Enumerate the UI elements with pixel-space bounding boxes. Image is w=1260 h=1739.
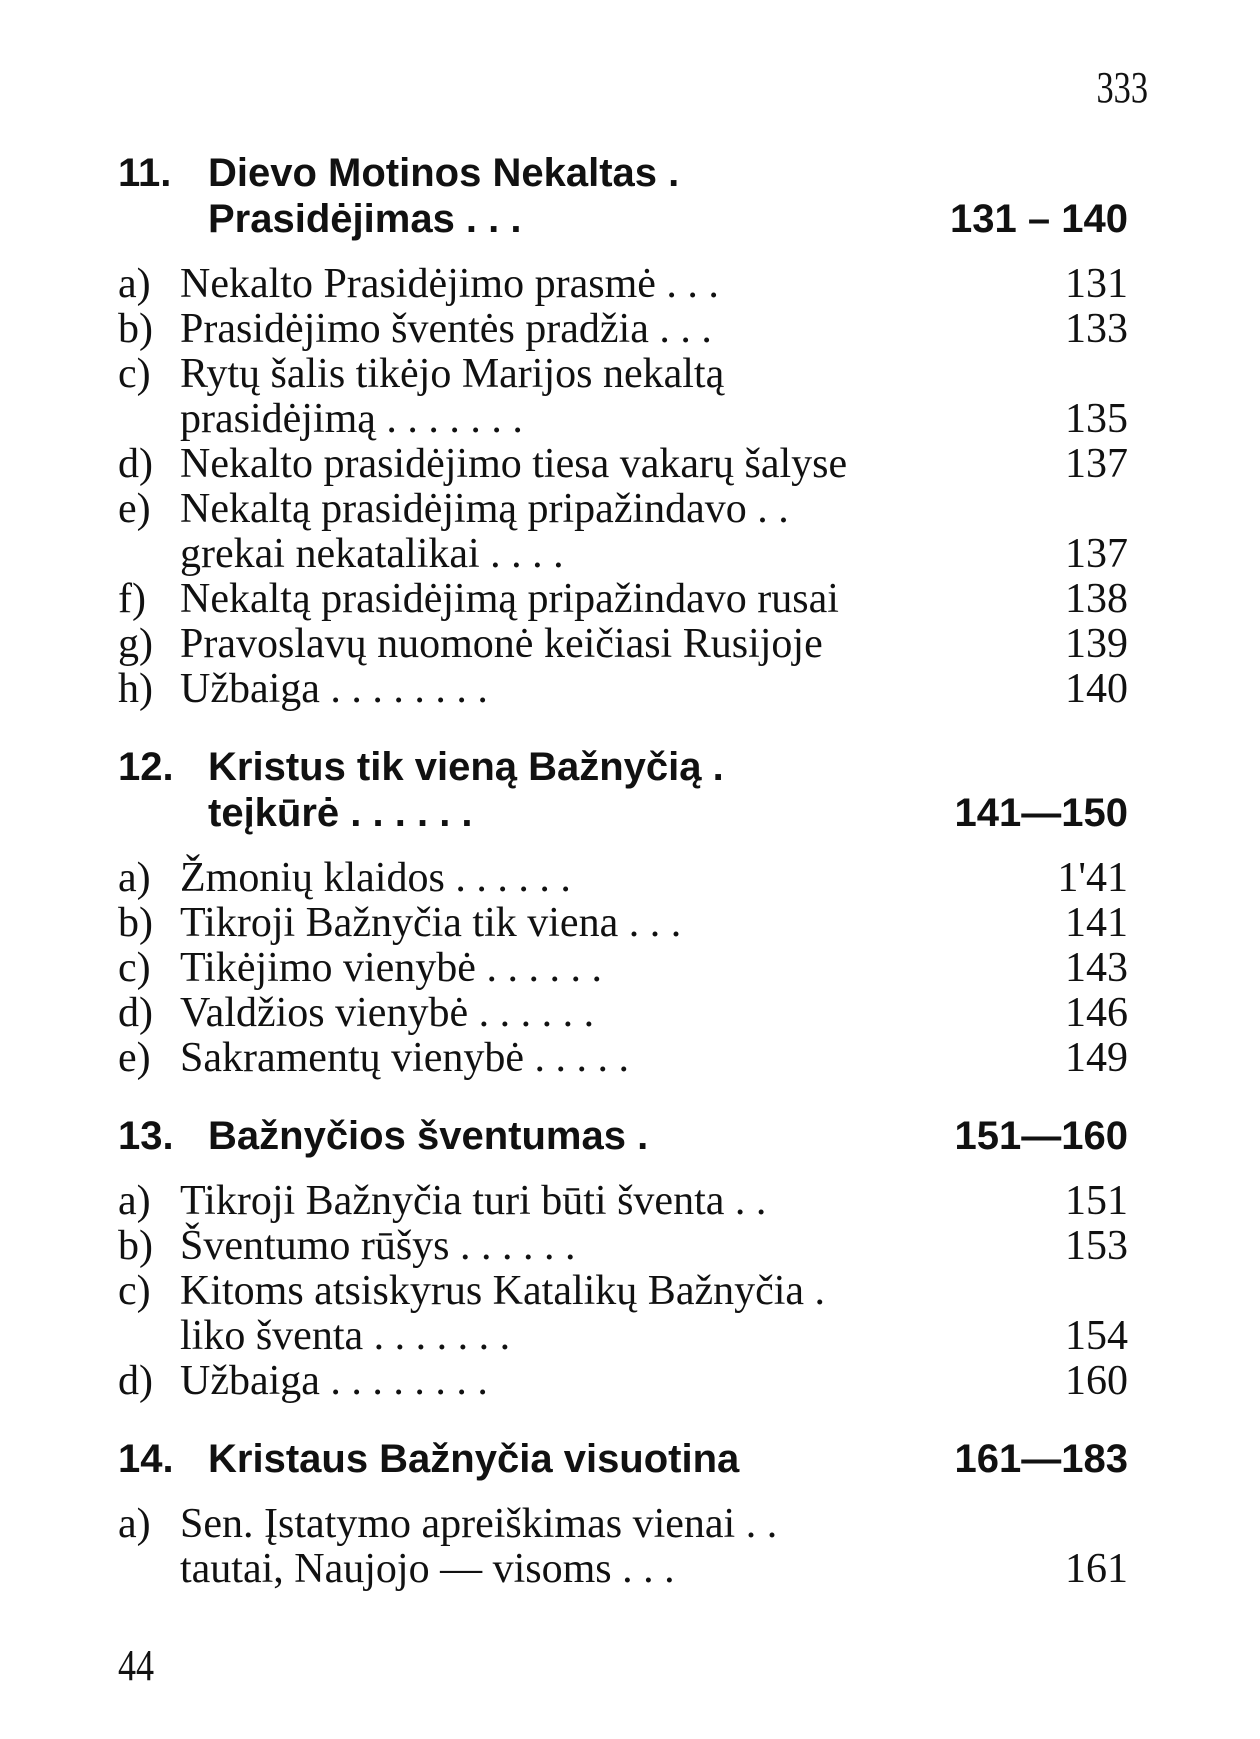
entry-text: Pravoslavų nuomonė keičiasi Rusijoje xyxy=(180,621,823,667)
entry-page-number: 137 xyxy=(1065,441,1128,487)
entry-text: Nekaltą prasidėjimą pripažindavo rusai xyxy=(180,576,839,622)
entry-text: Užbaiga . . . . . . . . xyxy=(180,666,488,712)
entry-text: Nekaltą prasidėjimą pripažindavo . . grekai nekatalikai . . . . xyxy=(180,486,789,577)
section-page-range: 131 – 140 xyxy=(950,197,1128,241)
entry-page-number: 131 xyxy=(1065,261,1128,307)
section-title: Kristus tik vieną Bažnyčią . teįkūrė . . . . . . xyxy=(208,745,724,835)
toc-entry xyxy=(118,262,1128,307)
section-title: Bažnyčios šventumas . xyxy=(208,1114,649,1158)
toc-section xyxy=(118,744,1128,1081)
entry-page-number: 153 xyxy=(1065,1223,1128,1269)
section-number: 13. xyxy=(118,1114,174,1158)
entry-letter: f) xyxy=(118,576,146,622)
entry-letter: a) xyxy=(118,855,151,901)
entry-page-number: 135 xyxy=(1065,396,1128,442)
toc-entry xyxy=(118,667,1128,712)
entry-letter: e) xyxy=(118,1035,151,1081)
entry-text: Rytų šalis tikėjo Marijos nekaltą prasidėjimą . . . . . . . xyxy=(180,351,725,442)
entry-page-number: 138 xyxy=(1065,576,1128,622)
toc-entry xyxy=(118,901,1128,946)
entry-text: Prasidėjimo šventės pradžia . . . xyxy=(180,306,712,352)
entry-page-number: 137 xyxy=(1065,531,1128,577)
entry-page-number: 149 xyxy=(1065,1035,1128,1081)
entry-page-number: 141 xyxy=(1065,900,1128,946)
entry-text: Užbaiga . . . . . . . . xyxy=(180,1358,488,1404)
entry-text: Nekalto Prasidėjimo prasmė . . . xyxy=(180,261,719,307)
entry-text: Tikroji Bažnyčia turi būti šventa . . xyxy=(180,1178,767,1224)
section-page-range: 141—150 xyxy=(954,791,1128,835)
entry-letter: d) xyxy=(118,441,153,487)
entry-text: Tikroji Bažnyčia tik viena . . . xyxy=(180,900,682,946)
toc-entry xyxy=(118,1036,1128,1081)
toc-entry xyxy=(118,856,1128,901)
entry-text: Žmonių klaidos . . . . . . xyxy=(180,855,571,901)
toc-entry xyxy=(118,622,1128,667)
entry-letter: a) xyxy=(118,1178,151,1224)
entry-letter: d) xyxy=(118,990,153,1036)
entry-text: Tikėjimo vienybė . . . . . . xyxy=(180,945,602,991)
page-number-top: 333 xyxy=(1096,63,1148,112)
entry-letter: b) xyxy=(118,306,153,352)
entry-page-number: 154 xyxy=(1065,1313,1128,1359)
toc-entry xyxy=(118,1269,1128,1359)
toc-entry xyxy=(118,946,1128,991)
entry-letter: c) xyxy=(118,351,151,397)
entry-text: Valdžios vienybė . . . . . . xyxy=(180,990,595,1036)
entry-text: Šventumo rūšys . . . . . . xyxy=(180,1223,576,1269)
toc-section xyxy=(118,1113,1128,1404)
toc-section xyxy=(118,150,1128,712)
toc-entry xyxy=(118,1224,1128,1269)
section-heading xyxy=(118,744,1128,836)
entry-page-number: 161 xyxy=(1065,1546,1128,1592)
section-number: 14. xyxy=(118,1437,174,1481)
entry-letter: h) xyxy=(118,666,153,712)
entry-page-number: 133 xyxy=(1065,306,1128,352)
toc-entry xyxy=(118,1179,1128,1224)
toc-entry xyxy=(118,577,1128,622)
entry-text: Sen. Įstatymo apreiškimas vienai . . tautai, Naujojo — visoms . . . xyxy=(180,1501,778,1592)
toc-entry xyxy=(118,1359,1128,1404)
entry-letter: c) xyxy=(118,945,151,991)
toc-entry xyxy=(118,487,1128,577)
section-number: 12. xyxy=(118,745,174,789)
entry-letter: a) xyxy=(118,1501,151,1547)
entry-text: Sakramentų vienybė . . . . . xyxy=(180,1035,630,1081)
entry-letter: g) xyxy=(118,621,153,667)
section-page-range: 151—160 xyxy=(954,1114,1128,1158)
entry-text: Kitoms atsiskyrus Katalikų Bažnyčia . liko šventa . . . . . . . xyxy=(180,1268,826,1359)
toc-entry xyxy=(118,307,1128,352)
section-page-range: 161—183 xyxy=(954,1437,1128,1481)
toc-entry xyxy=(118,442,1128,487)
entry-letter: a) xyxy=(118,261,151,307)
section-number: 11. xyxy=(118,151,172,195)
entry-letter: b) xyxy=(118,1223,153,1269)
toc-entry xyxy=(118,352,1128,442)
entry-text: Nekalto prasidėjimo tiesa vakarų šalyse xyxy=(180,441,848,487)
entry-page-number: 143 xyxy=(1065,945,1128,991)
entry-page-number: 1'41 xyxy=(1057,855,1128,901)
section-title: Dievo Motinos Nekaltas . Prasidėjimas . . . xyxy=(208,151,680,241)
section-heading xyxy=(118,1436,1128,1482)
section-heading xyxy=(118,150,1128,242)
toc-section xyxy=(118,1436,1128,1592)
page-number-bottom: 44 xyxy=(118,1641,155,1690)
entry-page-number: 140 xyxy=(1065,666,1128,712)
table-of-contents xyxy=(118,150,1128,1624)
entry-page-number: 146 xyxy=(1065,990,1128,1036)
toc-entry xyxy=(118,1502,1128,1592)
entry-letter: b) xyxy=(118,900,153,946)
toc-entry xyxy=(118,991,1128,1036)
section-heading xyxy=(118,1113,1128,1159)
entry-letter: d) xyxy=(118,1358,153,1404)
entry-letter: e) xyxy=(118,486,151,532)
entry-letter: c) xyxy=(118,1268,151,1314)
entry-page-number: 151 xyxy=(1065,1178,1128,1224)
section-title: Kristaus Bažnyčia visuotina xyxy=(208,1437,740,1481)
entry-page-number: 160 xyxy=(1065,1358,1128,1404)
entry-page-number: 139 xyxy=(1065,621,1128,667)
